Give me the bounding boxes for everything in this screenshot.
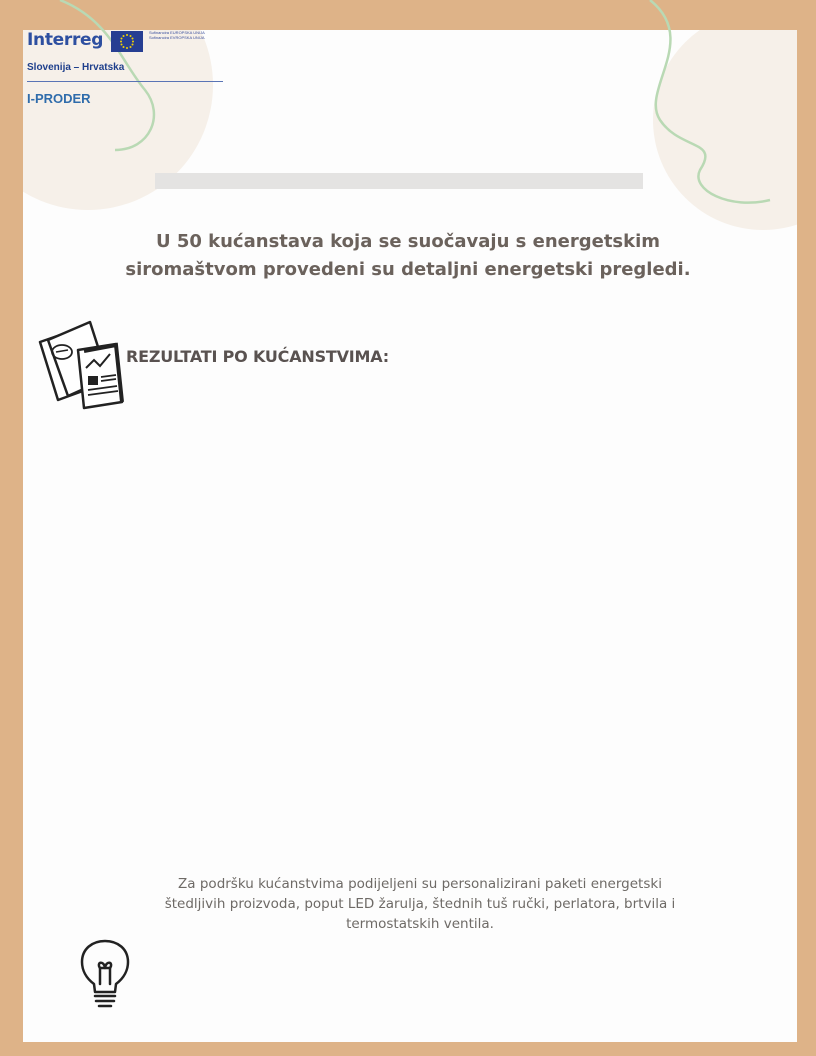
light-bulb-icon	[78, 938, 132, 1019]
placeholder-bar	[155, 173, 643, 189]
section-title: REZULTATI PO KUĆANSTVIMA:	[126, 347, 389, 366]
headline-line-2: siromaštvom provedeni su detaljni energetski pregledi.	[125, 259, 691, 280]
project-name: I-PRODER	[27, 91, 91, 106]
footer-note: Za podršku kućanstvima podijeljeni su personalizirani paketi energetski štedljivih proizvoda, poput LED žarulja, štednih tuš ručki, perlatora, brtvila i termostatskih ventila.	[164, 876, 676, 932]
eu-flag-icon	[111, 31, 143, 52]
program-region: Slovenija – Hrvatska	[27, 62, 125, 73]
headline	[100, 228, 716, 284]
header-divider	[27, 81, 223, 82]
eu-cofinanced-text: Sufinancira EUROPSKA UNIJA Sofinancira EVROPSKA UNIJA	[149, 30, 205, 40]
documents-chart-icon	[38, 320, 128, 417]
logo-wordmark: Interreg	[27, 30, 104, 50]
headline-line-1: U 50 kućanstava koja se suočavaju s energetskim	[155, 231, 661, 252]
